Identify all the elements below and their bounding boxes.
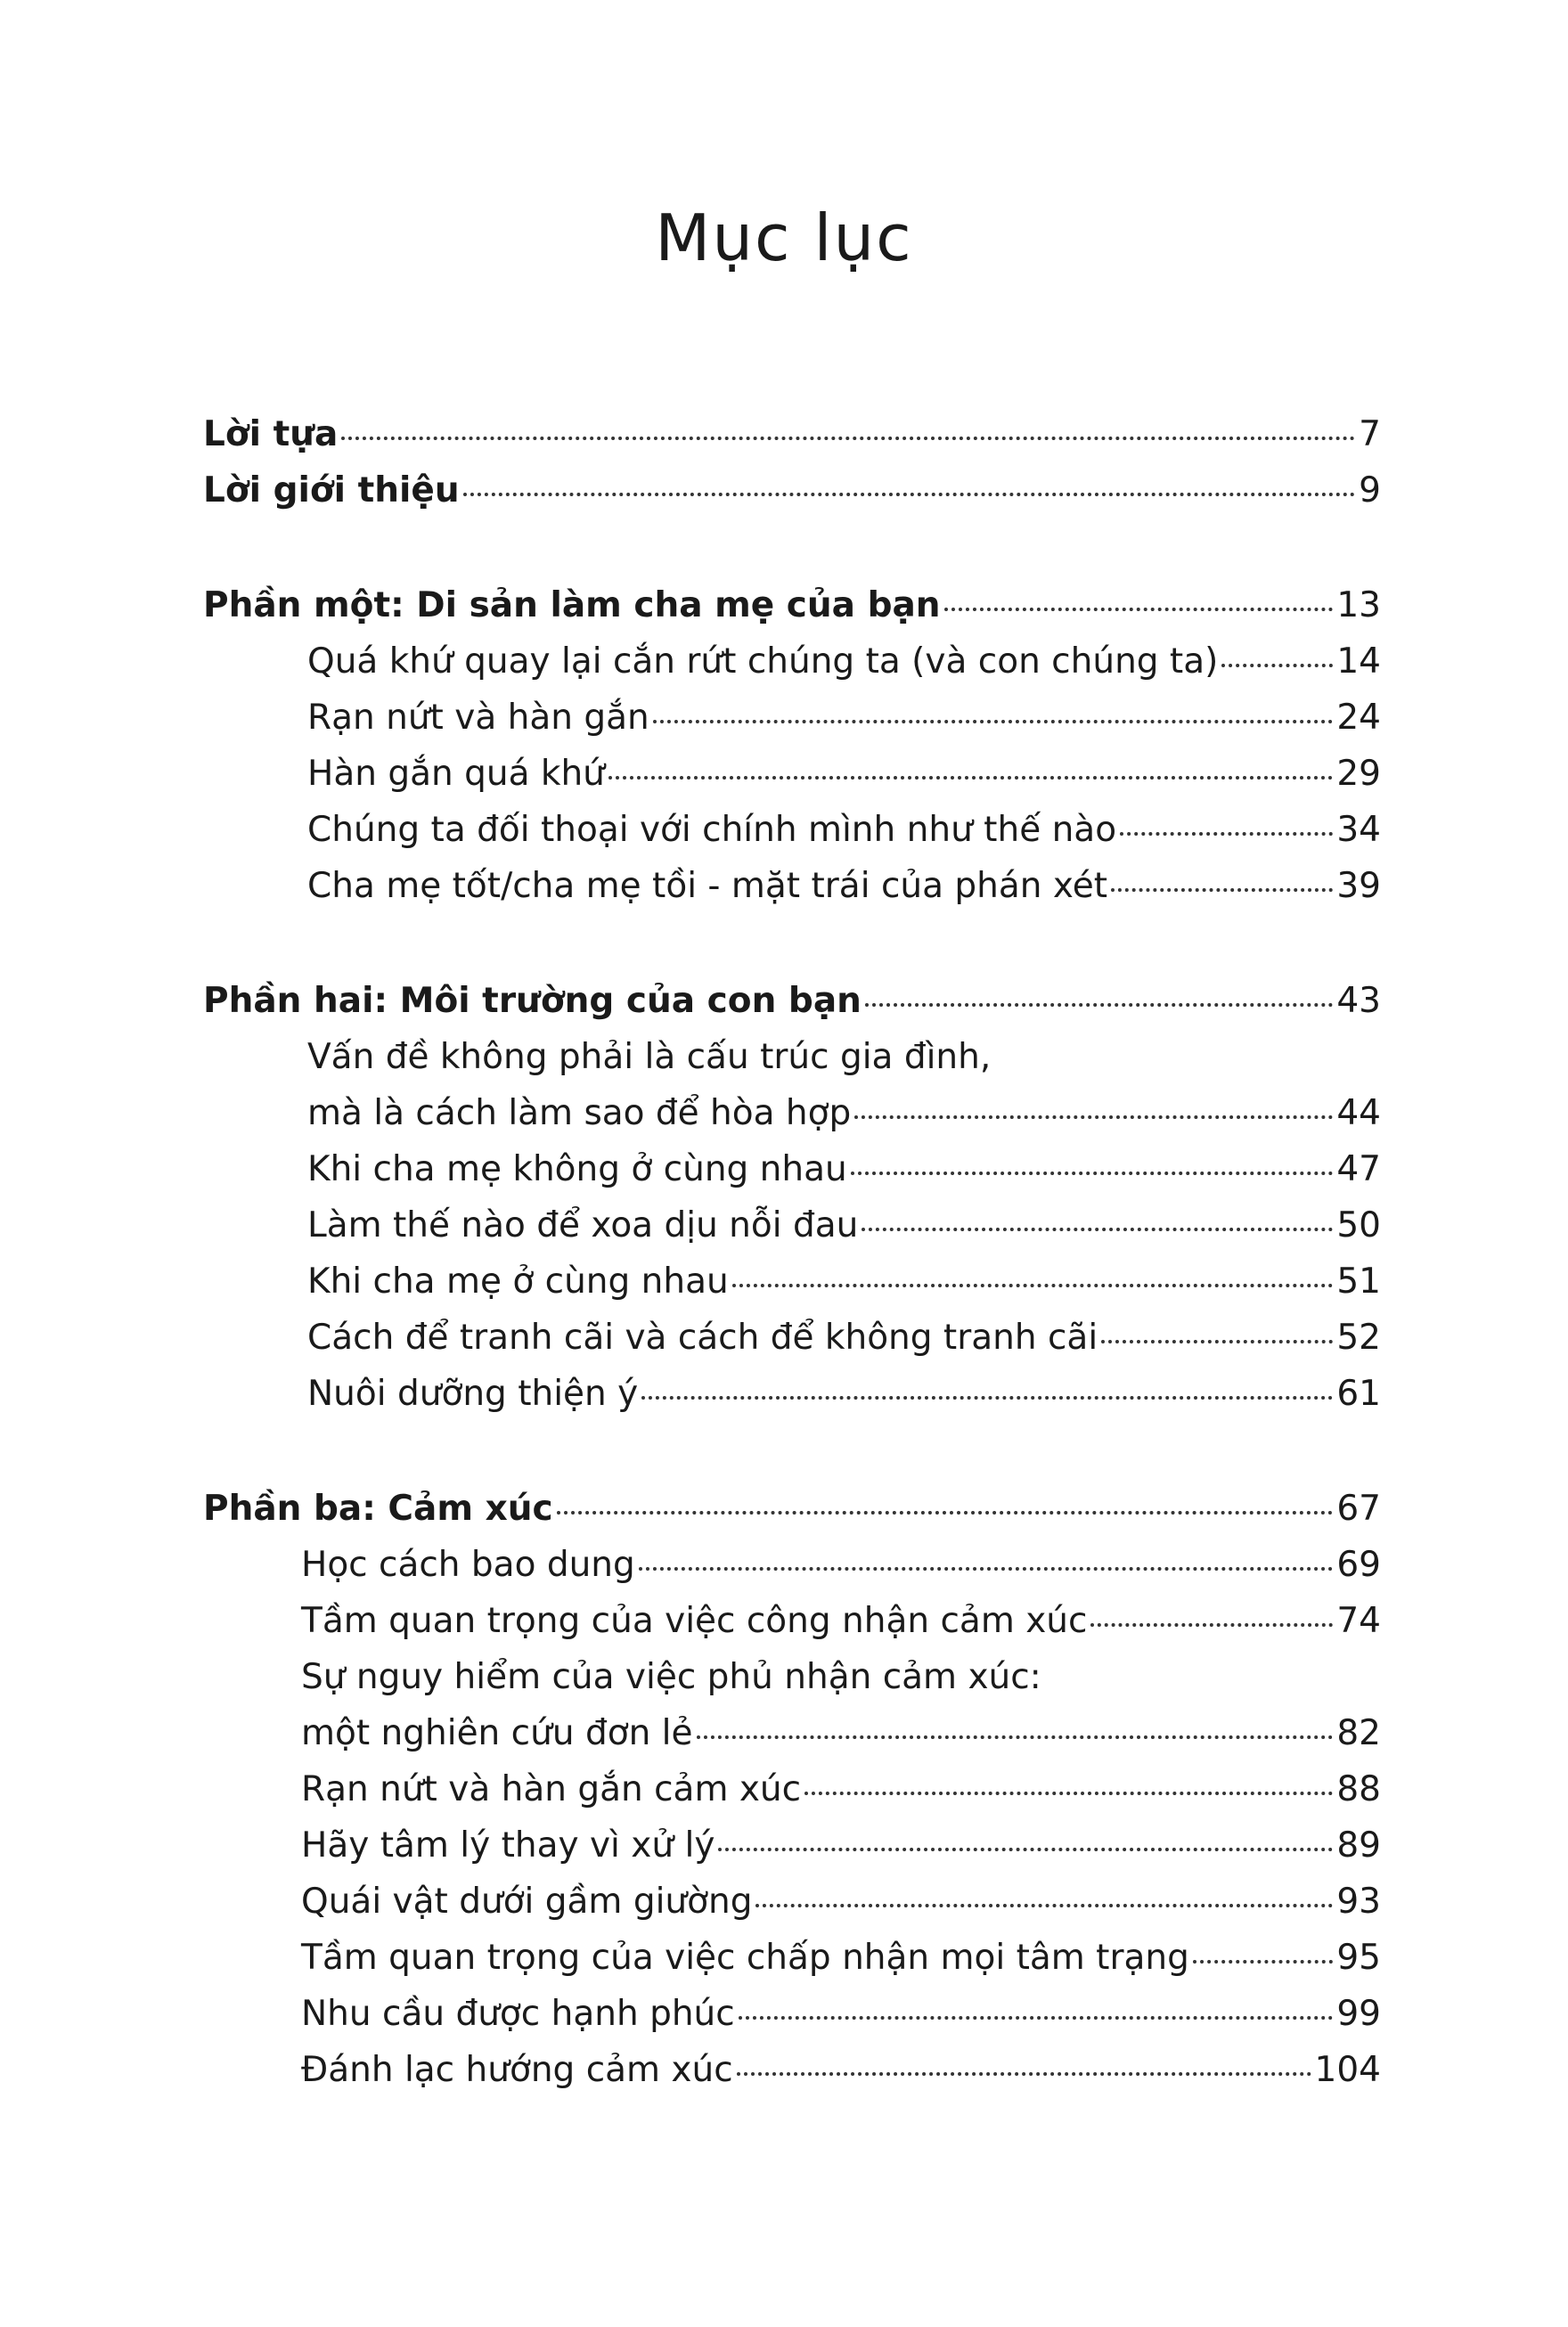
toc-label: Phần hai: Môi trường của con bạn: [203, 981, 862, 1021]
toc-page-number: 39: [1336, 866, 1381, 906]
toc-entry-loi-gioi-thieu[interactable]: [203, 464, 1381, 518]
toc-part-2[interactable]: [203, 975, 1381, 1028]
toc-entry[interactable]: [307, 1087, 1381, 1140]
toc-page-number: 9: [1359, 470, 1381, 510]
dot-leader: [862, 1228, 1333, 1231]
toc-page-number: 74: [1336, 1601, 1381, 1641]
toc-entry[interactable]: [307, 1143, 1381, 1196]
dot-leader: [944, 608, 1334, 611]
dot-leader: [755, 1904, 1333, 1907]
toc-label: Khi cha mẹ không ở cùng nhau: [307, 1149, 847, 1189]
toc-entry[interactable]: [307, 860, 1381, 913]
toc-entry[interactable]: [307, 1255, 1381, 1309]
toc-label: Phần ba: Cảm xúc: [203, 1489, 553, 1529]
toc-label: Quá khứ quay lại cắn rứt chúng ta (và con chúng ta): [307, 641, 1219, 682]
toc-label: Phần một: Di sản làm cha mẹ của bạn: [203, 585, 941, 625]
toc-label: Làm thế nào để xoa dịu nỗi đau: [307, 1205, 859, 1245]
dot-leader: [804, 1792, 1333, 1795]
toc-entry[interactable]: [307, 804, 1381, 857]
toc-page-number: 67: [1336, 1489, 1381, 1529]
toc-entry[interactable]: [301, 1707, 1381, 1760]
toc-entry[interactable]: [307, 635, 1381, 689]
toc-page-number: 24: [1336, 698, 1381, 738]
toc-page-number: 95: [1336, 1938, 1381, 1978]
page-title: Mục lục: [655, 200, 913, 275]
toc-page-number: 88: [1336, 1769, 1381, 1809]
toc-label: Rạn nứt và hàn gắn: [307, 698, 649, 738]
toc-entry[interactable]: [307, 1199, 1381, 1253]
dot-leader: [732, 1284, 1334, 1287]
dot-leader: [641, 1396, 1333, 1400]
dot-leader: [1221, 664, 1333, 667]
toc-page-number: 93: [1336, 1882, 1381, 1922]
toc-label: Tầm quan trọng của việc chấp nhận mọi tâm trạng: [301, 1938, 1189, 1978]
toc-part-3[interactable]: [203, 1482, 1381, 1536]
toc-entry[interactable]: [307, 1368, 1381, 1421]
toc-page-number: 13: [1336, 585, 1381, 625]
toc-label: Rạn nứt và hàn gắn cảm xúc: [301, 1769, 802, 1809]
toc-label: Vấn đề không phải là cấu trúc gia đình,: [307, 1037, 992, 1077]
toc-entry[interactable]: [301, 1931, 1381, 1985]
dot-leader: [1120, 832, 1333, 836]
dot-leader: [1101, 1340, 1333, 1343]
toc-page-number: 104: [1314, 2050, 1381, 2090]
toc-part-1[interactable]: [203, 579, 1381, 633]
dot-leader: [865, 1003, 1333, 1007]
toc-label: Nuôi dưỡng thiện ý: [307, 1374, 639, 1414]
toc-label: Tầm quan trọng của việc công nhận cảm xúc: [301, 1601, 1088, 1641]
toc-page-number: 52: [1336, 1318, 1381, 1358]
dot-leader: [341, 437, 1355, 440]
toc-label: Quái vật dưới gầm giường: [301, 1882, 753, 1922]
toc-label: Học cách bao dung: [301, 1545, 635, 1585]
toc-entry[interactable]: [307, 1311, 1381, 1365]
dot-leader: [1193, 1960, 1333, 1964]
toc-entry[interactable]: [301, 1763, 1381, 1817]
toc-page-number: 34: [1336, 810, 1381, 850]
toc-page-number: 61: [1336, 1374, 1381, 1414]
toc-entry[interactable]: [301, 1819, 1381, 1873]
toc-label: Chúng ta đối thoại với chính mình như thế nào: [307, 810, 1117, 850]
toc-page-number: 14: [1336, 641, 1381, 682]
toc-entry[interactable]: [301, 1988, 1381, 2041]
toc-entry-loi-tua[interactable]: [203, 408, 1381, 461]
toc-label: Cha mẹ tốt/cha mẹ tồi - mặt trái của phán xét: [307, 866, 1108, 906]
toc-entry[interactable]: [301, 2044, 1381, 2097]
toc-page-number: 7: [1359, 414, 1381, 454]
toc-label: Lời giới thiệu: [203, 470, 460, 510]
toc-label: Lời tựa: [203, 414, 339, 454]
toc-page-number: 69: [1336, 1545, 1381, 1585]
toc-entry[interactable]: [301, 1595, 1381, 1648]
toc-page-number: 51: [1336, 1261, 1381, 1302]
dot-leader: [851, 1172, 1334, 1175]
toc-page-number: 50: [1336, 1205, 1381, 1245]
toc-page-number: 43: [1336, 981, 1381, 1021]
toc-label: Cách để tranh cãi và cách để không tranh cãi: [307, 1318, 1098, 1358]
toc-page-number: 89: [1336, 1825, 1381, 1866]
toc-label: Nhu cầu được hạnh phúc: [301, 1994, 735, 2034]
dot-leader: [463, 493, 1356, 496]
toc-label: Hàn gắn quá khứ: [307, 754, 605, 794]
dot-leader: [718, 1848, 1333, 1851]
toc-label: Hãy tâm lý thay vì xử lý: [301, 1825, 715, 1866]
toc-label: mà là cách làm sao để hòa hợp: [307, 1093, 852, 1133]
dot-leader: [653, 720, 1334, 723]
toc-label: một nghiên cứu đơn lẻ: [301, 1713, 693, 1753]
dot-leader: [697, 1735, 1334, 1739]
toc-label: Sự nguy hiểm của việc phủ nhận cảm xúc:: [301, 1657, 1041, 1697]
toc-label: Đánh lạc hướng cảm xúc: [301, 2050, 733, 2090]
toc-page-number: 44: [1336, 1093, 1381, 1133]
toc-entry[interactable]: [301, 1539, 1381, 1592]
toc-page-number: 82: [1336, 1713, 1381, 1753]
toc-page-number: 29: [1336, 754, 1381, 794]
dot-leader: [608, 776, 1333, 780]
dot-leader: [739, 2016, 1334, 2020]
toc-entry[interactable]: [301, 1651, 1381, 1704]
dot-leader: [854, 1115, 1333, 1119]
dot-leader: [639, 1567, 1334, 1571]
dot-leader: [1111, 888, 1333, 892]
toc-page-number: 47: [1336, 1149, 1381, 1189]
dot-leader: [557, 1511, 1334, 1515]
toc-entry[interactable]: [301, 1875, 1381, 1929]
toc-entry[interactable]: [307, 691, 1381, 745]
toc-entry[interactable]: [307, 747, 1381, 801]
dot-leader: [737, 2072, 1311, 2076]
toc-page-number: 99: [1336, 1994, 1381, 2034]
toc-label: Khi cha mẹ ở cùng nhau: [307, 1261, 729, 1302]
dot-leader: [1090, 1623, 1333, 1627]
toc-entry[interactable]: [307, 1031, 1381, 1084]
